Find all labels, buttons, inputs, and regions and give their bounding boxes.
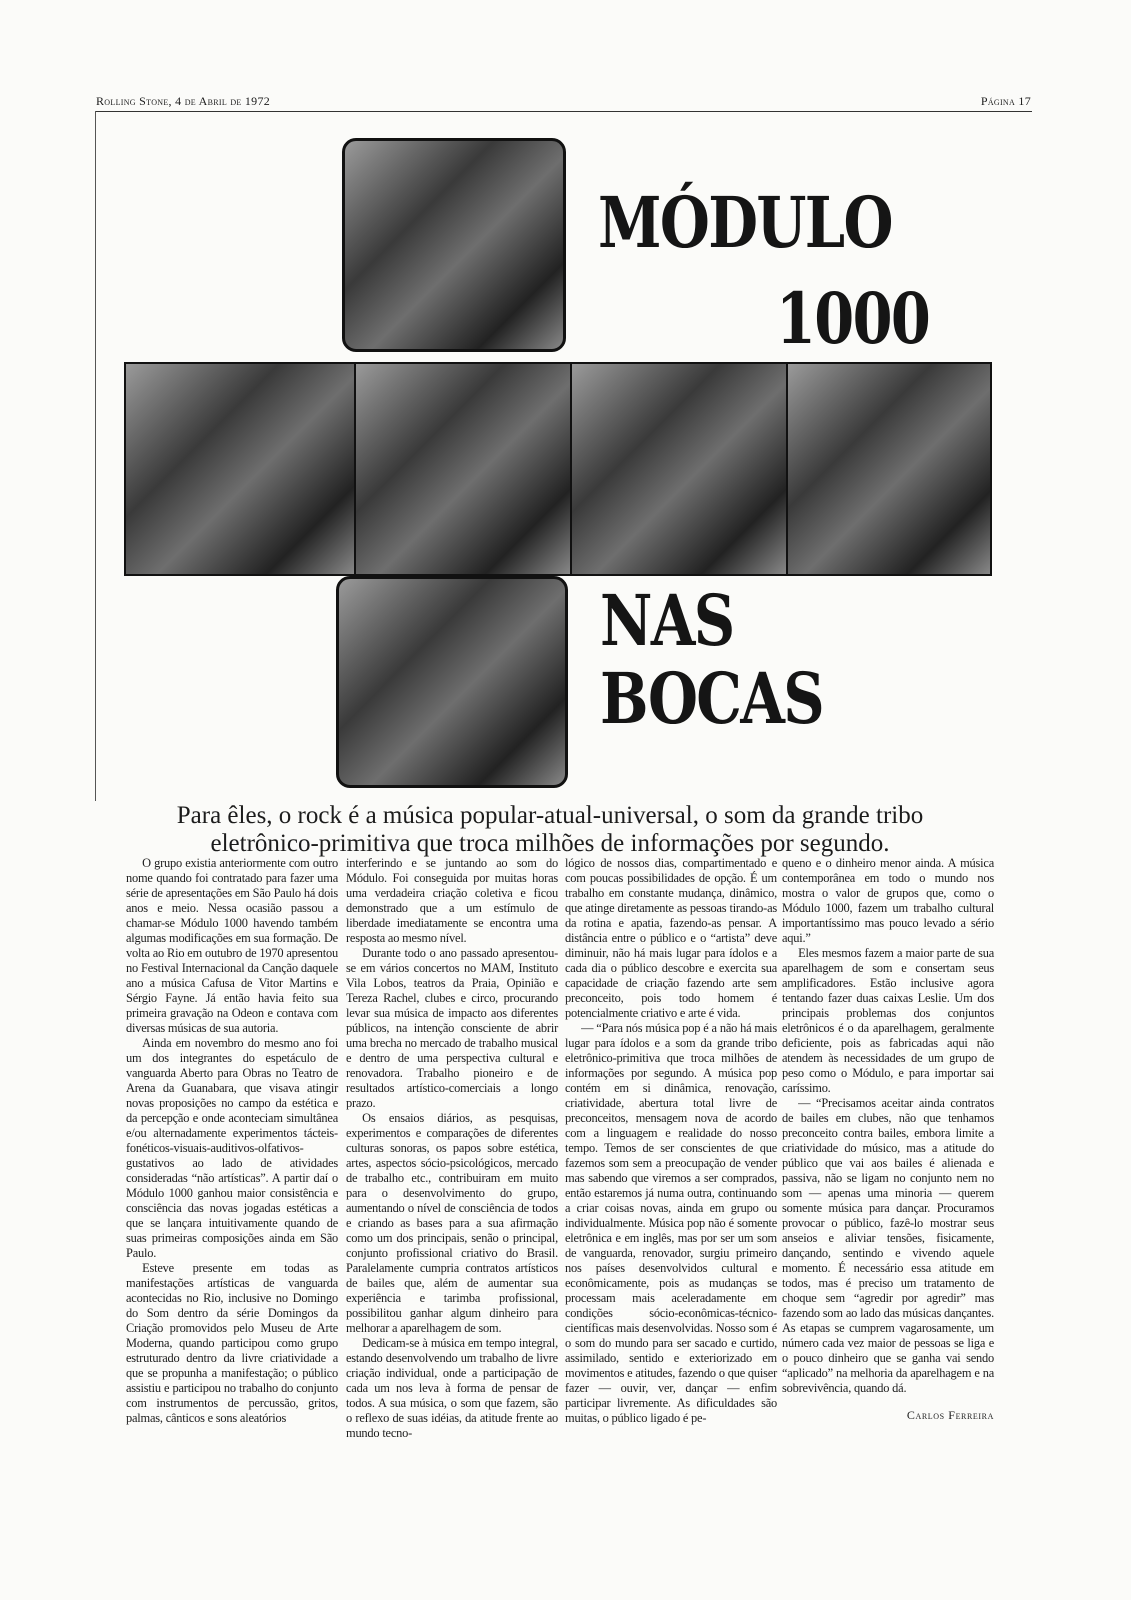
paragraph: — “Para nós música pop é a não há mais lugar para ídolos e a som da grande tribo eletrônico-primitiva que troca milhões de informações por segundo. A música pop contém em si dinâmica, renovação, criatividade, abertura total livre de preconceitos, mensagem nova de acordo com a linguagem e realidade do nosso tempo. Temos de ser conscientes de que fazemos som sem a preocupação de vender mas sabendo que viremos a ser comprados, então estaremos já numa outra, continuando a criar coisas novas, ainda em grupo ou individualmente. Música pop não é somente eletrônica e em inglês, mas por ser um som de vanguarda, renovador, surgiu primeiro nos países desenvolvidos cultural e econômicamente, pois as mudanças se processam mais aceleradamente em condições sócio-econômicas-técnico-científicas mais desenvolvidas. Nosso som é o som do mundo para ser sacado e curtido, assimilado, sentido e exteriorizado em movimentos e atitudes, fazendo o que quiser fazer — ouvir, ver, dançar — enfim participar livremente. As dificuldades são muitas, o público ligado é pe- [565, 1021, 777, 1425]
photo-bassist [786, 362, 992, 576]
article-column-4 [782, 856, 994, 1423]
paragraph: interferindo e se juntando ao som do Módulo. Foi conseguida por muitas horas uma verdadeira criação coletiva e ficou demonstrado que a um estímulo de liberdade imediatamente se encontra uma resposta ao mesmo nível. [346, 856, 558, 945]
paragraph: Os ensaios diários, as pesquisas, experimentos e comparações de diferentes culturas sonoras, os papos sobre estética, artes, aspectos sócio-psicológicos, mercado de trabalho etc., contribuiram em muito para o desenvolvimento do grupo, aumentando o nível de consciência de todos e criando as bases para a sua afirmação como um dos principais, senão o principal, conjunto profissional criativo do Brasil. Paralelamente cumpria contratos artísticos de bailes que, além de aumentar sua experiência e tarimba profissional, possibilitou ganhar algum dinheiro para melhorar a aparelhagem de som. [346, 1111, 558, 1335]
headline-bocas: BOCAS [600, 657, 824, 740]
subheadline [100, 802, 1000, 858]
running-head-page-number: Página 17 [980, 94, 1031, 108]
paragraph: Dedicam-se à música em tempo integral, estando desenvolvendo um trabalho de livre criação individual, onde a participação de cada um nos leva à forma de pensar de todos. A sua música, o som que fazem, são o reflexo de suas idéias, da atitude frente ao mundo tecno- [346, 1336, 558, 1440]
photo-member-center [354, 362, 572, 576]
photo-band-members [124, 362, 356, 576]
article-column-1 [126, 856, 338, 1426]
running-head-publication: Rolling Stone, 4 de Abril de 1972 [96, 94, 271, 108]
photo-keyboardist [570, 362, 788, 576]
headline-nas: NAS [600, 579, 734, 662]
subheadline-line-1: Para êles, o rock é a música popular-atual-universal, o som da grande tribo [176, 802, 924, 829]
paragraph: — “Precisamos aceitar ainda contratos de bailes em clubes, não que tenhamos preconceito contra bailes, embora limite a criatividade do músico, mas a atitude do público que vai aos bailes é alienada e passiva, não se ligam no conjunto nem no som — apenas uma minoria — querem somente música para dançar. Procuramos provocar o público, fazê-lo mostrar seus anseios e aliviar tensões, fisicamente, dançando, sentindo e vivendo aquele momento. É necessário essa atitude em todos, mas é preciso um tratamento de choque sem “agredir por agredir” mas fazendo som ao lado das músicas dançantes. As etapas se cumprem vagarosamente, um número cada vez maior de pessoas se liga e o pouco dinheiro que se ganha vai sendo “aplicado” na melhoria da aparelhagem e na sobrevivência, quando dá. [782, 1096, 994, 1395]
headline-modulo: MÓDULO [598, 181, 892, 264]
photo-member-bottom [336, 576, 568, 788]
left-border-rule [95, 111, 96, 801]
article-column-3 [565, 856, 777, 1426]
paragraph: Eles mesmos fazem a maior parte de sua aparelhagem de som e consertam seus amplificadores. Estão inclusive agora tentando fazer duas caixas Leslie. Um dos principais problemas dos conjuntos eletrônicos é o da aparelhagem, geralmente deficiente, pois as fabricadas aqui não atendem às necessidades de um grupo de peso como o Módulo, e para importar sai caríssimo. [782, 946, 994, 1095]
article-column-2 [346, 856, 558, 1441]
subheadline-line-2: eletrônico-primitiva que troca milhões de informações por segundo. [210, 830, 890, 857]
paragraph: Durante todo o ano passado apresentou-se em vários concertos no MAM, Instituto Vila Lobos, teatros da Praia, Opinião e Tereza Rachel, clubes e circo, procurando levar sua música de impacto aos diferentes públicos, na intenção consciente de abrir uma brecha no mercado de trabalho musical e dentro de uma perspectiva cultural e renovadora. Trabalho pioneiro e de resultados artístico-comerciais a longo prazo. [346, 946, 558, 1110]
paragraph: lógico de nossos dias, compartimentado e com poucas possibilidades de opção. É um trabalho em constante mudança, dinâmico, que atinge diretamente as pessoas tirando-as da rotina e apatia, fazendo-as pensar. A distância entre o público e o “artista” deve diminuir, não há mais lugar para ídolos e a cada dia o público descobre e exercita sua capacidade de criação fazendo arte sem preconceito, pois todo homem é potencialmente criativo e arte é vida. [565, 856, 777, 1020]
photo-guitarist-top [342, 138, 566, 352]
paragraph: O grupo existia anteriormente com outro nome quando foi contratado para fazer uma série de apresentações em São Paulo há dois anos e meio. Nessa ocasião passou a chamar-se Módulo 1000 havendo também algumas modificações em sua formação. De volta ao Rio em outubro de 1970 apresentou no Festival Internacional da Canção daquele ano a música Cafusa de Vitor Martins e Sérgio Fayne. Já então havia feito sua primeira gravação na Odeon e contava com diversas músicas de sua autoria. [126, 856, 338, 1035]
header-rule [95, 111, 1032, 112]
headline-1000: 1000 [776, 277, 930, 360]
paragraph: queno e o dinheiro menor ainda. A música contemporânea em todo o mundo nos mostra o valor de grupos que, como o Módulo 1000, fazem um trabalho cultural importantíssimo mas pouco levado a sério aqui.” [782, 856, 994, 945]
author-byline: Carlos Ferreira [906, 1408, 994, 1422]
paragraph: Esteve presente em todas as manifestações artísticas de vanguarda acontecidas no Rio, inclusive no Domingo do Som dentro da série Domingos da Criação promovidos pelo Museu de Arte Moderna, quando participou como grupo estruturado dentro da livre criatividade a que se propunha a manifestação; o público assistiu e participou no trabalho do conjunto com instrumentos de percussão, gritos, palmas, cânticos e sons aleatórios [126, 1261, 338, 1425]
paragraph: Ainda em novembro do mesmo ano foi um dos integrantes do espetáculo de vanguarda Aberto para Obras no Teatro de Arena da Guanabara, que visava atingir novas proposições no campo da estética e da percepção e onde aconteciam simultânea e/ou alternadamente experimentos tácteis-fonéticos-visuais-auditivos-olfativos-gustativos ao lado de atividades consideradas “não artísticas”. A partir daí o Módulo 1000 ganhou maior consistência e consciência das novas jogadas estéticas a que se lançara intuitivamente quando de suas primeiras composições ainda em São Paulo. [126, 1036, 338, 1260]
